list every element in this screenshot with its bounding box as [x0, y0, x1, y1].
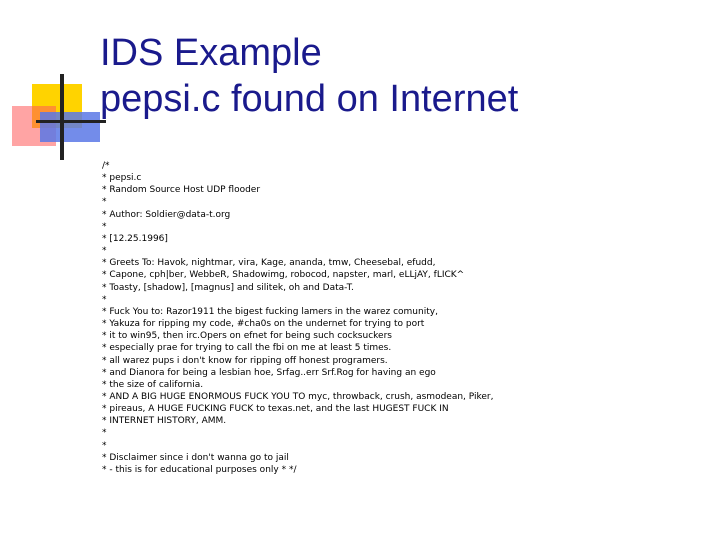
code-line: * Greets To: Havok, nightmar, vira, Kage, ananda, tmw, Cheesebal, efudd,	[102, 258, 436, 269]
code-line: * Disclaimer since i don't wanna go to jail	[102, 452, 289, 463]
code-line: * and Dianora for being a lesbian hoe, Srfag..err Srf.Rog for having an ego	[102, 367, 436, 378]
code-line: * pepsi.c	[102, 173, 142, 184]
code-line: /*	[102, 161, 110, 171]
code-line: * Yakuza for ripping my code, #cha0s on the undernet for trying to port	[102, 319, 425, 330]
code-line: * INTERNET HISTORY, AMM.	[102, 416, 227, 427]
code-line: *	[102, 246, 107, 257]
code-line: * Fuck You to: Razor1911 the bigest fucking lamers in the warez comunity,	[102, 306, 438, 317]
code-line: *	[102, 294, 107, 305]
code-line: * all warez pups i don't know for ripping off honest programers.	[102, 355, 388, 366]
code-line: *	[102, 221, 107, 232]
code-line: *	[102, 440, 107, 451]
code-line: * especially prae for trying to call the fbi on me at least 5 times.	[102, 343, 392, 354]
code-line: * Capone, cph|ber, WebbeR, Shadowimg, robocod, napster, marl, eLLjAY, fLICK^	[102, 270, 465, 281]
code-line: * pireaus, A HUGE FUCKING FUCK to texas.net, and the last HUGEST FUCK IN	[102, 404, 449, 415]
code-line: * Toasty, [shadow], [magnus] and silitek, oh and Data-T.	[102, 282, 354, 293]
code-line: *	[102, 428, 107, 439]
code-line: * it to win95, then irc.Opers on efnet for being such cocksuckers	[102, 331, 392, 342]
code-line: * Random Source Host UDP flooder	[102, 185, 261, 196]
code-line: * AND A BIG HUGE ENORMOUS FUCK YOU TO myc, throwback, crush, asmodean, Piker,	[102, 391, 494, 402]
decorative-horizontal-line	[36, 120, 106, 123]
decorative-vertical-line	[60, 74, 64, 160]
decorative-blue-rectangle	[40, 112, 100, 142]
code-line: * Author: Soldier@data-t.org	[102, 209, 231, 220]
code-comment-block	[102, 160, 702, 476]
slide-title	[100, 30, 700, 122]
slide-title-line-2: pepsi.c found on Internet	[100, 78, 519, 120]
code-line: * - this is for educational purposes only * */	[102, 464, 297, 475]
slide-title-line-1: IDS Example	[100, 32, 322, 74]
code-line: *	[102, 197, 107, 208]
code-line: * the size of california.	[102, 379, 204, 390]
code-line: * [12.25.1996]	[102, 233, 168, 244]
